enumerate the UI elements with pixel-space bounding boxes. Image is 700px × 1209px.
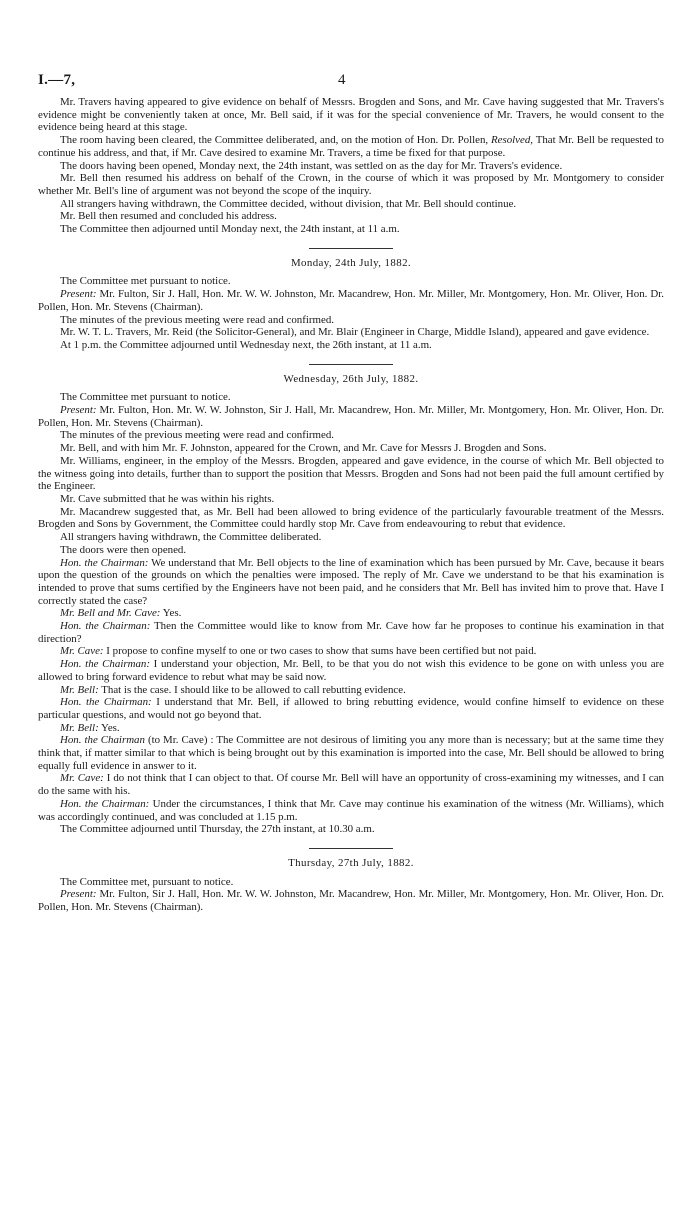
paragraph: Mr. Bell, and with him Mr. F. Johnston, appeared for the Crown, and Mr. Cave for Messrs J. Brogden and Sons.	[60, 442, 547, 455]
dialogue-line: Hon. the Chairman: We understand that Mr. Bell objects to the line of examination which has been pursued by Mr. Cave, because it bears upon the question of the grounds on which the penalties were imposed. The reply of Mr. Cave we understand to be that his examination is intended to prove that sums certified by the Engineers have not been paid, and he considers that Mr. Bell has invited him to prove that. Have I correctly stated the case?	[38, 556, 665, 607]
dialogue-line: Mr. Bell and Mr. Cave: Yes.	[60, 607, 182, 620]
section-divider	[309, 248, 393, 249]
dialogue-line: Hon. the Chairman: I understand that Mr. Bell, if allowed to bring rebutting evidence, would confine himself to evidence on these particular questions, and would not go beyond that.	[38, 696, 665, 721]
paper-reference: I.—7,	[38, 72, 76, 88]
paragraph: Mr. W. T. L. Travers, Mr. Reid (the Solicitor-General), and Mr. Blair (Engineer in Charge, Middle Island), appeared and gave evidence.	[60, 326, 650, 339]
paragraph: The Committee adjourned until Thursday, the 27th instant, at 10.30 a.m.	[60, 823, 375, 836]
paragraph: Mr. Travers having appeared to give evidence on behalf of Messrs. Brogden and Sons, and Mr. Cave having suggested that Mr. Travers's evidence might be conveniently taken at once, Mr. Bell said, if it was for the special convenience of Mr. Travers, he would consent to the evidence being heard at this stage.	[38, 96, 664, 134]
section-divider	[309, 848, 393, 849]
minutes-body	[38, 96, 664, 914]
paragraph: Mr. Bell then resumed his address on behalf of the Crown, in the course of which it was proposed by Mr. Montgomery to consider whether Mr. Bell's line of argument was not beyond the scope of the inquiry.	[38, 172, 664, 197]
section-divider	[309, 364, 393, 365]
paragraph: Mr. Bell then resumed and concluded his address.	[60, 210, 277, 223]
dialogue-line: Mr. Cave: I do not think that I can object to that. Of course Mr. Bell will have an opportunity of cross-examining my witnesses, and I can do the same with his.	[38, 772, 664, 798]
dialogue-line: Hon. the Chairman: I understand your objection, Mr. Bell, to be that you do not wish this evidence to be gone on with unless you are allowed to bring forward evidence to rebut what may be said now.	[38, 658, 664, 683]
dialogue-line: Hon. the Chairman: Under the circumstances, I think that Mr. Cave may continue his examination of the witness (Mr. Williams), which was accordingly continued, and was concluded at 1.15 p.m.	[38, 797, 664, 823]
dialogue-line: Mr. Cave: I propose to confine myself to one or two cases to show that sums have been certified but not paid.	[60, 645, 537, 658]
present-list: Present: Mr. Fulton, Sir J. Hall, Hon. Mr. W. W. Johnston, Mr. Macandrew, Hon. Mr. Miller, Mr. Montgomery, Hon. Mr. Oliver, Hon. Dr. Pollen, Hon. Mr. Stevens (Chairman).	[38, 288, 664, 313]
dialogue-line: Hon. the Chairman (to Mr. Cave) : The Committee are not desirous of limiting you any more than is necessary; but at the same time they think that, if matter similar to that which is being brought out by this examination is imported into the case, Mr. Bell should be allowed to bring equally full evidence in answer to it.	[38, 734, 664, 772]
dialogue-line: Mr. Bell: That is the case. I should like to be allowed to call rebutting evidence.	[60, 683, 406, 696]
paragraph: At 1 p.m. the Committee adjourned until Wednesday next, the 26th instant, at 11 a.m.	[60, 338, 432, 351]
present-list: Present: Mr. Fulton, Hon. Mr. W. W. Johnston, Sir J. Hall, Mr. Macandrew, Hon. Mr. Miller, Mr. Montgomery, Hon. Mr. Oliver, Hon. Dr. Pollen, Hon. Mr. Stevens (Chairman).	[38, 404, 664, 429]
page-header	[38, 72, 664, 92]
paragraph: The Committee met pursuant to notice.	[60, 275, 231, 288]
paragraph: Mr. Cave submitted that he was within his rights.	[60, 492, 275, 505]
paragraph: The minutes of the previous meeting were read and confirmed.	[60, 429, 334, 442]
page-number: 4	[338, 72, 346, 88]
paragraph: The doors having been opened, Monday next, the 24th instant, was settled on as the day for Mr. Travers's evidence.	[60, 159, 563, 172]
paragraph: Mr. Williams, engineer, in the employ of the Messrs. Brogden, appeared and gave evidence, in the course of which Mr. Bell objected to the witness going into details, further than to support the position that Messrs. Brogden and Sons had not been paid the full amount certified by the Engineer.	[38, 454, 664, 493]
paragraph: The Committee then adjourned until Monday next, the 24th instant, at 11 a.m.	[60, 223, 400, 236]
paragraph: The doors were then opened.	[60, 543, 187, 556]
paragraph: The room having been cleared, the Committee deliberated, and, on the motion of Hon. Dr. Pollen, Resolved, That Mr. Bell be requested to continue his address, and that, if Mr. Cave desired to examine Mr. Travers, a time be fixed for that purpose.	[38, 134, 664, 159]
meeting-date: Thursday, 27th July, 1882.	[288, 856, 414, 869]
dialogue-line: Hon. the Chairman: Then the Committee would like to know from Mr. Cave how far he proposes to continue his examination in that direction?	[38, 620, 665, 645]
paragraph: The minutes of the previous meeting were read and confirmed.	[60, 313, 334, 326]
meeting-date: Monday, 24th July, 1882.	[290, 256, 412, 269]
dialogue-line: Mr. Bell: Yes.	[60, 721, 120, 734]
paragraph: All strangers having withdrawn, the Committee decided, without division, that Mr. Bell should continue.	[60, 197, 517, 210]
paragraph: Mr. Macandrew suggested that, as Mr. Bell had been allowed to bring evidence of the particularly favourable treatment of the Messrs. Brogden and Sons by Government, the Committee could hardly stop Mr. Cave from endeavouring to rebut that evidence.	[38, 505, 664, 531]
paragraph: All strangers having withdrawn, the Committee deliberated.	[60, 531, 322, 544]
present-list: Present: Mr. Fulton, Sir J. Hall, Hon. Mr. W. W. Johnston, Mr. Macandrew, Hon. Mr. Miller, Mr. Montgomery, Hon. Mr. Oliver, Hon. Dr. Pollen, Hon. Mr. Stevens (Chairman).	[38, 888, 664, 914]
meeting-date: Wednesday, 26th July, 1882.	[283, 372, 419, 385]
paragraph: The Committee met pursuant to notice.	[60, 391, 231, 404]
resolved-label: Resolved,	[490, 134, 534, 147]
paragraph: The Committee met, pursuant to notice.	[60, 875, 234, 888]
